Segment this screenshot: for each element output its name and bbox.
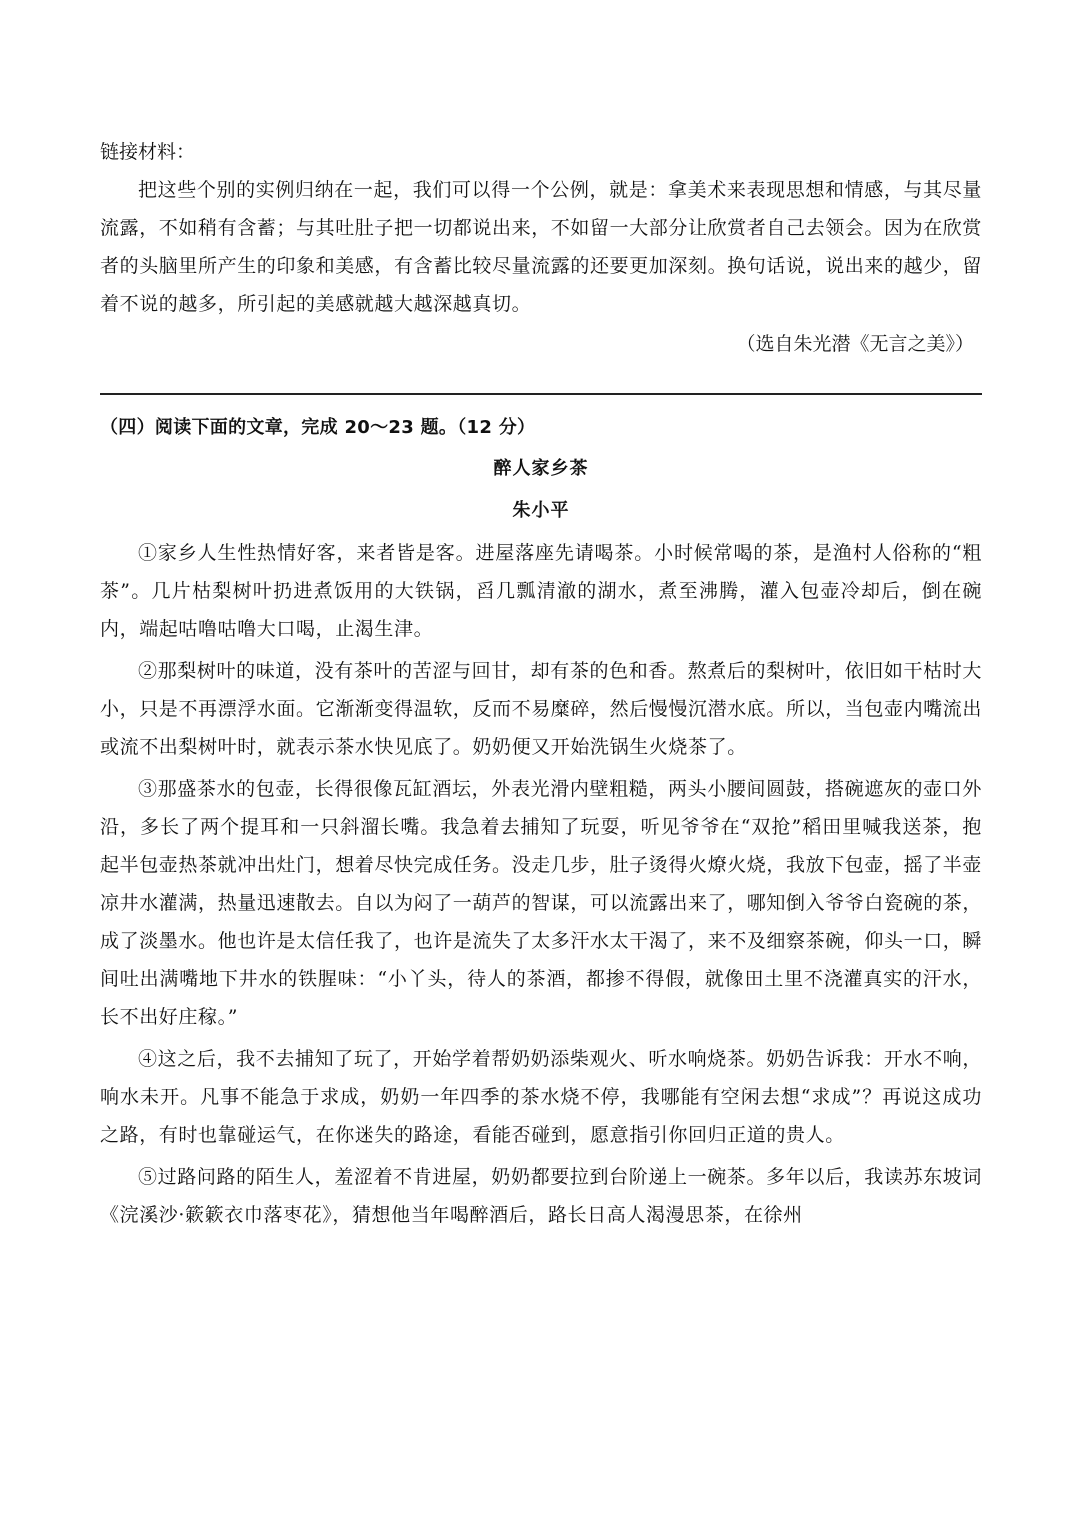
article-author: 朱小平 [512,500,570,521]
link-material-paragraph: 把这些个别的实例归纳在一起，我们可以得一个公例，就是：拿美术来表现思想和情感，与其尽量流露，不如稍有含蓄；与其吐肚子把一切都说出来，不如留一大部分让欣赏者自己去领会。因为在欣赏者的头脑里所产生的印象和美感，有含蓄比较尽量流露的还要更加深刻。换句话说，说出来的越少，留着不说的越多，所引起的美感就越大越深越真切。 [100,179,983,315]
article-paragraph-1: ①家乡人生性热情好客，来者皆是客。进屋落座先请喝茶。小时候常喝的茶，是渔村人俗称的“粗茶”。几片枯梨树叶扔进煮饭用的大铁锅，舀几瓢清澈的湖水，煮至沸腾，灌入包壶冷却后，倒在碗内，端起咕噜咕噜大口喝，止渴生津。 [100,542,982,640]
link-material-label: 链接材料： [100,141,196,163]
article-paragraph-4: ④这之后，我不去捕知了玩了，开始学着帮奶奶添柴观火、听水响烧茶。奶奶告诉我：开水不响，响水未开。凡事不能急于求成，奶奶一年四季的茶水烧不停，我哪能有空闲去想“求成”？再说这成功之路，有时也靠碰运气，在你迷失的路途，看能否碰到，愿意指引你回归正道的贵人。 [100,1048,982,1146]
page-content [100,134,982,1234]
section-divider [100,393,982,395]
article-title: 醉人家乡茶 [493,458,589,479]
article-paragraph-2: ②那梨树叶的味道，没有茶叶的苦涩与回甘，却有茶的色和香。熬煮后的梨树叶，依旧如干枯时大小，只是不再漂浮水面。它渐渐变得温软，反而不易糜碎，然后慢慢沉潜水底。所以，当包壶内嘴流出或流不出梨树叶时，就表示茶水快见底了。奶奶便又开始洗锅生火烧茶了。 [100,660,983,758]
source-citation: （选自朱光潜《无言之美》） [736,333,974,355]
article-paragraph-3: ③那盛茶水的包壶，长得很像瓦缸酒坛，外表光滑内壁粗糙，两头小腰间圆鼓，搭碗遮灰的壶口外沿，多长了两个提耳和一只斜溜长嘴。我急着去捕知了玩耍，听见爷爷在“双抢”稻田里喊我送茶，抱起半包壶热茶就冲出灶门，想着尽快完成任务。没走几步，肚子烫得火燎火烧，我放下包壶，摇了半壶凉井水灌满，热量迅速散去。自以为闷了一葫芦的智谋，可以流露出来了，哪知倒入爷爷白瓷碗的茶，成了淡墨水。他也许是太信任我了，也许是流失了太多汗水太干渴了，来不及细察茶碗，仰头一口，瞬间吐出满嘴地下井水的铁腥味：“小丫头，待人的茶酒，都掺不得假，就像田土里不浇灌真实的汗水，长不出好庄稼。” [100,778,983,1028]
article-paragraph-5: ⑤过路问路的陌生人，羞涩着不肯进屋，奶奶都要拉到台阶递上一碗茶。多年以后，我读苏东坡词《浣溪沙·簌簌衣巾落枣花》，猜想他当年喝醉酒后，路长日高人渴漫思茶，在徐州 [100,1166,982,1226]
question-header: （四）阅读下面的文章，完成 20～23 题。（12 分） [100,417,536,438]
